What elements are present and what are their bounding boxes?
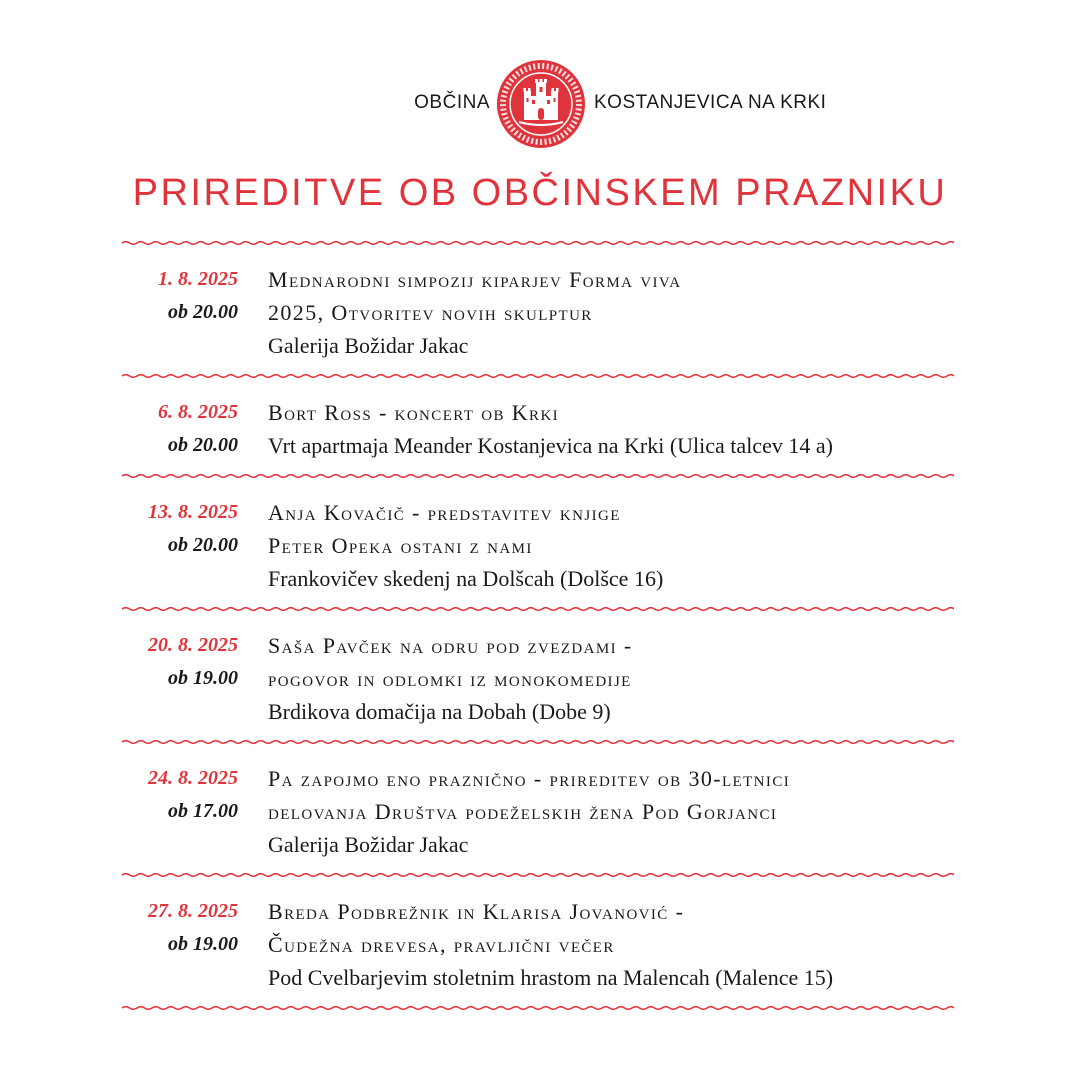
event-info [268, 263, 968, 362]
event-title: Saša Pavček na odru pod zvezdami - [268, 633, 633, 658]
event-date-block [0, 396, 238, 462]
event-date-block [0, 496, 238, 562]
header [0, 58, 1080, 150]
municipality-seal-icon [495, 58, 587, 150]
event-time: ob 20.00 [168, 534, 238, 556]
event-venue: Galerija Božidar Jakac [268, 832, 469, 857]
event-title: Peter Opeka ostani z nami [268, 533, 533, 558]
event-date: 13. 8. 2025 [148, 501, 238, 523]
event-title: 2025, Otvoritev novih skulptur [268, 300, 593, 325]
event-title: Anja Kovačič - predstavitev knjige [268, 500, 621, 525]
event-venue: Pod Cvelbarjevim stoletnim hrastom na Malencah (Malence 15) [268, 965, 834, 990]
municipality-label-right: KOSTANJEVICA NA KRKI [594, 92, 827, 113]
event-info [268, 895, 968, 994]
event-title: Mednarodni simpozij kiparjev Forma viva [268, 267, 682, 292]
wave-divider [122, 737, 954, 747]
event-time: ob 19.00 [168, 933, 238, 955]
event-title: pogovor in odlomki iz monokomedije [268, 666, 632, 691]
wave-divider [122, 371, 954, 381]
event-time: ob 20.00 [168, 301, 238, 323]
wave-divider [122, 471, 954, 481]
event-info [268, 496, 968, 595]
wave-divider [122, 1003, 954, 1013]
event-info [268, 396, 968, 462]
event-date-block [0, 762, 238, 828]
event-venue: Vrt apartmaja Meander Kostanjevica na Krki (Ulica talcev 14 a) [268, 433, 833, 458]
event-date: 27. 8. 2025 [148, 900, 238, 922]
event-time: ob 19.00 [168, 667, 238, 689]
event-date: 6. 8. 2025 [158, 401, 238, 423]
event-date: 20. 8. 2025 [148, 634, 238, 656]
event-date: 1. 8. 2025 [158, 268, 238, 290]
wave-divider [122, 604, 954, 614]
event-venue: Brdikova domačija na Dobah (Dobe 9) [268, 699, 611, 724]
municipality-label-left: OBČINA [414, 92, 490, 113]
wave-divider [122, 238, 954, 248]
event-title: Čudežna drevesa, pravljični večer [268, 932, 615, 957]
event-venue: Frankovičev skedenj na Dolšcah (Dolšce 16) [268, 566, 664, 591]
page-title: PRIREDITVE OB OBČINSKEM PRAZNIKU [132, 172, 948, 214]
event-info [268, 629, 968, 728]
event-date-block [0, 629, 238, 695]
event-date: 24. 8. 2025 [148, 767, 238, 789]
wave-divider [122, 870, 954, 880]
event-venue: Galerija Božidar Jakac [268, 333, 469, 358]
event-title: Bort Ross - koncert ob Krki [268, 400, 560, 425]
event-title: Breda Podbrežnik in Klarisa Jovanović - [268, 899, 685, 924]
event-title: delovanja Društva podeželskih žena Pod Gorjanci [268, 799, 778, 824]
event-date-block [0, 263, 238, 329]
event-time: ob 17.00 [168, 800, 238, 822]
event-title: Pa zapojmo eno praznično - prireditev ob 30-letnici [268, 766, 791, 791]
event-info [268, 762, 968, 861]
event-time: ob 20.00 [168, 434, 238, 456]
event-date-block [0, 895, 238, 961]
